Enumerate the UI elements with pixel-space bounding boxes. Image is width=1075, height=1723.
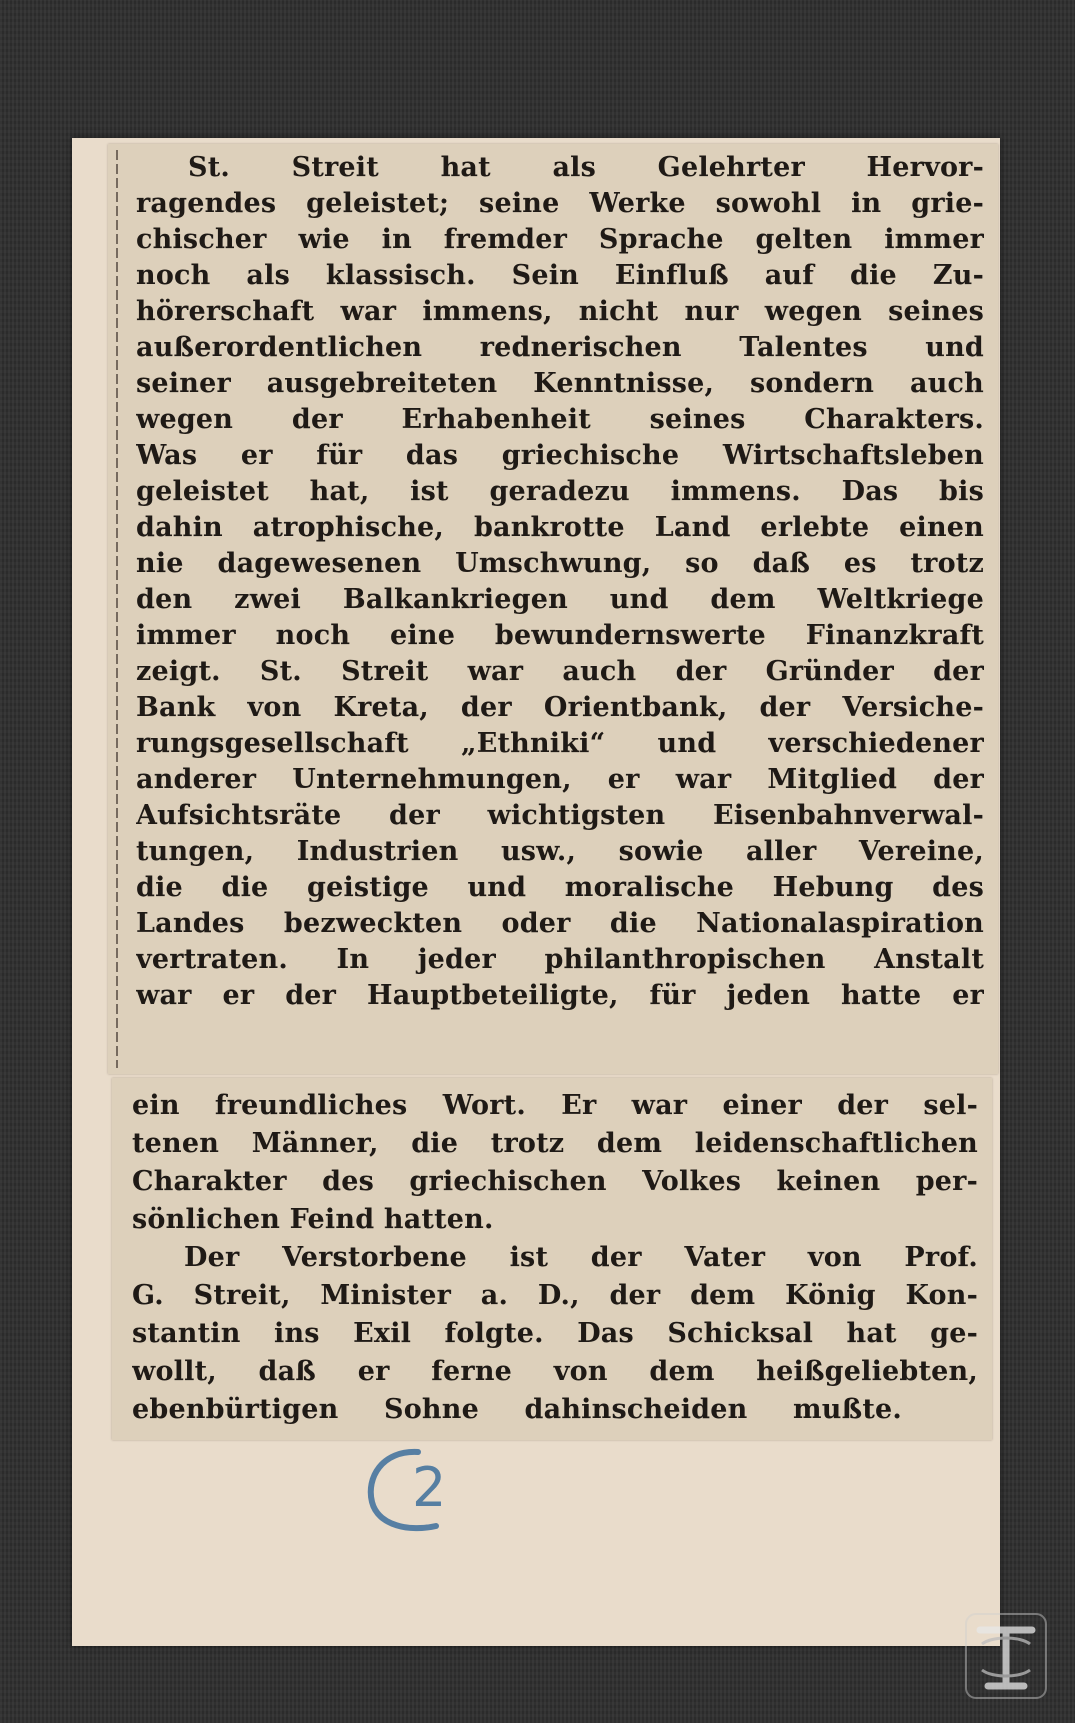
- text-line: nie dagewesenen Umschwung, so daß es trotz: [136, 548, 984, 579]
- text-line: außerordentlichen rednerischen Talentes und: [136, 332, 984, 363]
- text-line: den zwei Balkankriegen und dem Weltkriege: [136, 584, 984, 615]
- text-line: Was er für das griechische Wirtschaftsleben: [136, 440, 984, 471]
- newspaper-clipping-1: [108, 144, 998, 1074]
- text-line: seiner ausgebreiteten Kenntnisse, sondern auch: [136, 368, 984, 399]
- text-line: chischer wie in fremder Sprache gelten immer: [136, 224, 984, 255]
- text-line: zeigt. St. Streit war auch der Gründer der: [136, 656, 984, 687]
- library-monogram-icon: [962, 1610, 1050, 1702]
- text-line: G. Streit, Minister a. D., der dem König Kon-: [132, 1280, 978, 1311]
- text-line: die die geistige und moralische Hebung des: [136, 872, 984, 903]
- text-line: war er der Hauptbeteiligte, für jeden hatte er: [136, 980, 984, 1011]
- text-line: geleistet hat, ist geradezu immens. Das bis: [136, 476, 984, 507]
- handwritten-circled-number: [360, 1440, 480, 1540]
- newspaper-clipping-2: [112, 1078, 992, 1440]
- column-rule: [116, 150, 118, 1068]
- text-line: anderer Unternehmungen, er war Mitglied der: [136, 764, 984, 795]
- text-line: Bank von Kreta, der Orientbank, der Versiche-: [136, 692, 984, 723]
- text-line: wegen der Erhabenheit seines Charakters.: [136, 404, 984, 435]
- text-line: Charakter des griechischen Volkes keinen per-: [132, 1166, 978, 1197]
- text-line: Aufsichtsräte der wichtigsten Eisenbahnverwal-: [136, 800, 984, 831]
- text-line: ein freundliches Wort. Er war einer der sel-: [132, 1090, 978, 1121]
- text-line: ragendes geleistet; seine Werke sowohl in grie-: [136, 188, 984, 219]
- text-line: Landes bezweckten oder die Nationalaspiration: [136, 908, 984, 939]
- text-line: stantin ins Exil folgte. Das Schicksal hat ge-: [132, 1318, 978, 1349]
- text-line: ebenbürtigen Sohne dahinscheiden mußte.: [132, 1394, 902, 1425]
- text-line: immer noch eine bewundernswerte Finanzkraft: [136, 620, 984, 651]
- text-line: tungen, Industrien usw., sowie aller Vereine,: [136, 836, 984, 867]
- text-line: rungsgesellschaft „Ethniki“ und verschiedener: [136, 728, 984, 759]
- text-line: hörerschaft war immens, nicht nur wegen seines: [136, 296, 984, 327]
- text-line: sönlichen Feind hatten.: [132, 1204, 494, 1235]
- handwritten-number: 2: [412, 1456, 447, 1519]
- text-line: St. Streit hat als Gelehrter Hervor-: [188, 152, 984, 183]
- text-line: noch als klassisch. Sein Einfluß auf die Zu-: [136, 260, 984, 291]
- text-line: tenen Männer, die trotz dem leidenschaftlichen: [132, 1128, 978, 1159]
- text-line: vertraten. In jeder philanthropischen Anstalt: [136, 944, 984, 975]
- text-line: wollt, daß er ferne von dem heißgeliebten,: [132, 1356, 978, 1387]
- text-line: Der Verstorbene ist der Vater von Prof.: [184, 1242, 978, 1273]
- text-line: dahin atrophische, bankrotte Land erlebte einen: [136, 512, 984, 543]
